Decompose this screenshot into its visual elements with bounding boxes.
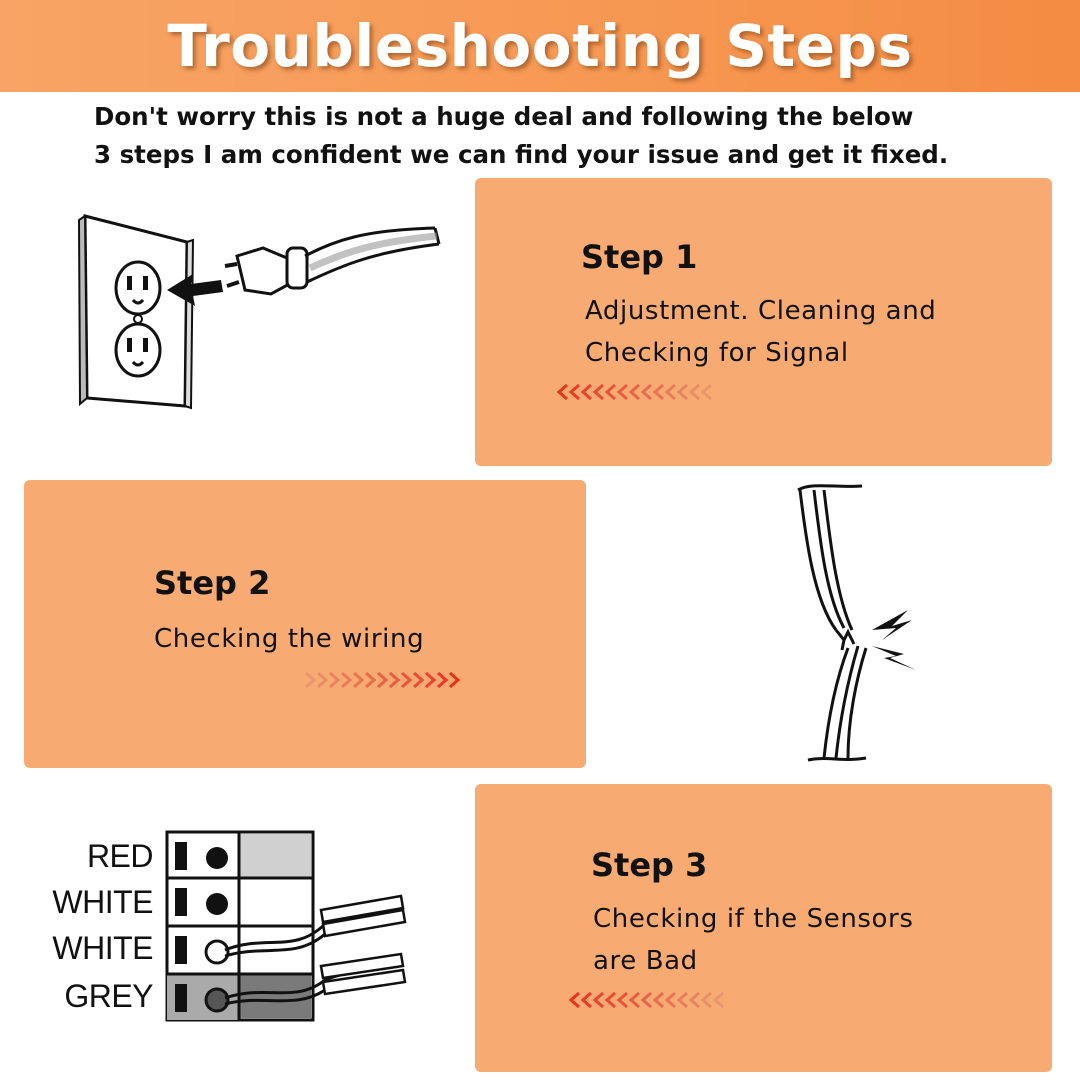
chevron-mark xyxy=(619,993,627,1007)
chevron-mark xyxy=(378,673,386,687)
intro-text xyxy=(94,98,1054,174)
chevron-mark xyxy=(402,673,410,687)
header-banner xyxy=(0,0,1080,92)
chevron-mark xyxy=(342,673,350,687)
left-chevrons-icon xyxy=(555,382,725,402)
page-title: Troubleshooting Steps xyxy=(167,12,913,80)
step-3-description xyxy=(593,898,914,982)
chevron-mark xyxy=(631,993,639,1007)
chevron-mark xyxy=(607,993,615,1007)
step-3-desc-line-2: are Bad xyxy=(593,946,698,976)
wire-label-red: RED xyxy=(86,838,153,874)
chevron-mark xyxy=(655,993,663,1007)
chevron-mark xyxy=(631,385,639,399)
step-2-illustration-area xyxy=(586,480,1056,768)
step-2-desc-line-1: Checking the wiring xyxy=(154,624,425,654)
chevron-mark xyxy=(438,673,446,687)
step-1-desc-line-1: Adjustment. Cleaning and xyxy=(585,296,937,326)
chevron-mark xyxy=(679,993,687,1007)
step-2-title: Step 2 xyxy=(154,564,271,602)
chevron-mark xyxy=(390,673,398,687)
intro-line-1: Don't worry this is not a huge deal and following the below xyxy=(94,102,914,131)
wire-label-grey: GREY xyxy=(64,978,153,1014)
right-chevrons-icon xyxy=(302,670,472,690)
chevron-mark xyxy=(571,385,579,399)
chevron-mark xyxy=(643,993,651,1007)
chevron-mark xyxy=(583,993,591,1007)
chevron-mark xyxy=(318,673,326,687)
step-2-description xyxy=(154,618,424,660)
chevron-mark xyxy=(595,993,603,1007)
chevron-mark xyxy=(366,673,374,687)
step-1-desc-line-2: Checking for Signal xyxy=(585,338,849,368)
wire-label-white-2: WHITE xyxy=(52,930,153,966)
chevron-mark xyxy=(703,385,711,399)
chevron-mark xyxy=(643,385,651,399)
terminal-block-icon xyxy=(25,784,475,1072)
chevron-mark xyxy=(571,993,579,1007)
chevron-mark xyxy=(667,385,675,399)
step-3-panel xyxy=(475,784,1052,1072)
outlet-plug-icon xyxy=(25,178,475,466)
chevron-mark xyxy=(703,993,711,1007)
step-1-title: Step 1 xyxy=(581,238,698,276)
intro-line-2: 3 steps I am confident we can find your issue and get it fixed. xyxy=(94,140,949,169)
step-2-panel xyxy=(24,480,586,768)
chevron-mark xyxy=(619,385,627,399)
chevron-mark xyxy=(354,673,362,687)
chevron-mark xyxy=(414,673,422,687)
left-chevrons-icon xyxy=(567,990,737,1010)
chevron-mark xyxy=(426,673,434,687)
broken-wire-icon xyxy=(586,480,1056,768)
chevron-mark xyxy=(583,385,591,399)
chevron-mark xyxy=(559,385,567,399)
chevron-mark xyxy=(715,993,723,1007)
chevron-mark xyxy=(595,385,603,399)
step-3-illustration-area xyxy=(25,784,475,1072)
chevron-mark xyxy=(655,385,663,399)
step-1-description xyxy=(585,290,936,374)
chevron-mark xyxy=(691,385,699,399)
chevron-mark xyxy=(691,993,699,1007)
wire-label-white-1: WHITE xyxy=(52,884,153,920)
step-3-desc-line-1: Checking if the Sensors xyxy=(593,904,914,934)
step-3-title: Step 3 xyxy=(591,846,708,884)
chevron-mark xyxy=(667,993,675,1007)
chevron-mark xyxy=(306,673,314,687)
step-1-illustration-area xyxy=(25,178,475,466)
chevron-mark xyxy=(607,385,615,399)
chevron-mark xyxy=(330,673,338,687)
chevron-mark xyxy=(450,673,458,687)
step-1-panel xyxy=(475,178,1052,466)
chevron-mark xyxy=(679,385,687,399)
